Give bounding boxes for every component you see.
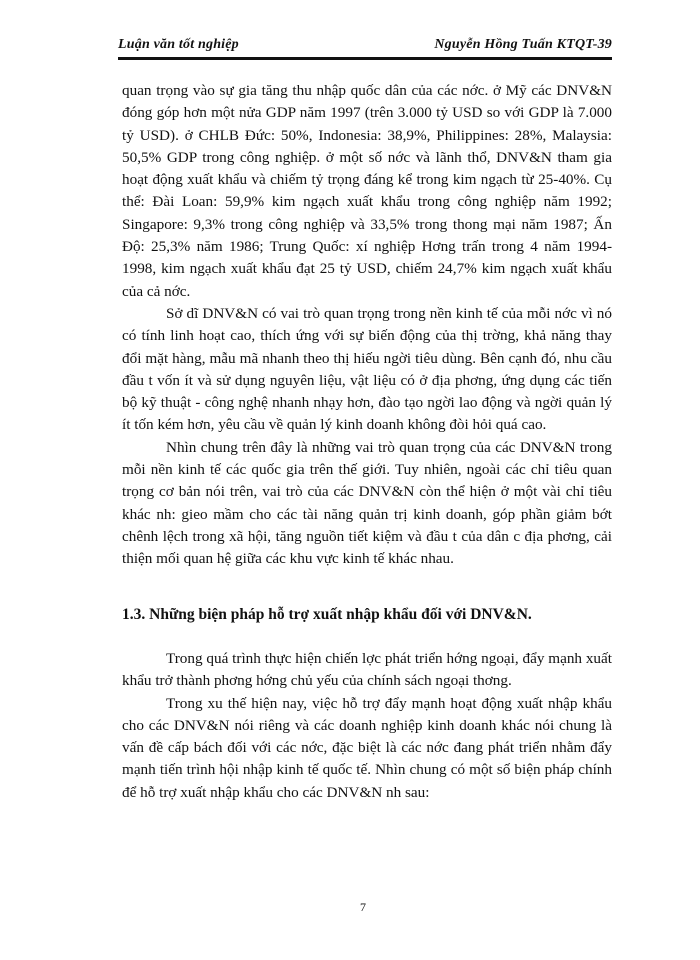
- paragraph-flexibility: Sở dĩ DNV&N có vai trò quan trọng trong nền kinh tế của mỗi nớc vì nó có tính linh hoạt cao, thích ứng với sự biến động của thị trờng, khả năng thay đổi mặt hàng, mẫu mã nhanh theo thị hiếu ngời tiêu dùng. Bên cạnh đó, nhu cầu đầu t vốn ít và sử dụng nguyên liệu, vật liệu có ở địa phơng, ứng dụng các tiến bộ kỹ thuật - công nghệ nhanh nhạy hơn, đào tạo ngời lao động và ngời quản lý ít tốn kém hơn, yêu cầu về quản lý kinh doanh không đòi hỏi quá cao.: [122, 304, 612, 434]
- header-rule: [118, 57, 612, 60]
- paragraph-support-measures: Trong xu thế hiện nay, việc hỗ trợ đẩy mạnh hoạt động xuất nhập khẩu cho các DNV&N nói riêng và các doanh nghiệp kinh doanh khác nói chung là vấn đề cấp bách đối với các nớc, đặc biệt là các nớc đang phát triển nhằm đẩy mạnh tiến trình hội nhập kinh tế quốc tế. Nhìn chung có một số biện pháp chính để hỗ trợ xuất nhập khẩu cho các DNV&N nh sau:: [122, 694, 612, 801]
- paragraph-export-strategy: Trong quá trình thực hiện chiến lợc phát triển hớng ngoại, đẩy mạnh xuất khẩu trở thành phơng hớng chủ yếu của chính sách ngoại thơng.: [122, 650, 612, 690]
- paragraph-overall-role: Nhìn chung trên đây là những vai trò quan trọng của các DNV&N trong mỗi nền kinh tế các quốc gia trên thế giới. Tuy nhiên, ngoài các chỉ tiêu quan trọng cơ bản nói trên, vai trò của các DNV&N còn thể hiện ở một vài chỉ tiêu khác nh: gieo mầm cho các tài năng quản trị kinh doanh, góp phần giảm bớt chênh lệch trong xã hội, tăng nguồn tiết kiệm và đầu t của dân c địa phơng, cải thiện mối quan hệ giữa các khu vực kinh tế khác nhau.: [122, 438, 612, 568]
- section-body-text: [122, 648, 612, 804]
- header-author: Nguyễn Hồng Tuấn KTQT-39: [434, 37, 612, 52]
- section-heading: 1.3. Những biện pháp hỗ trợ xuất nhập khẩu đối với DNV&N.: [122, 606, 532, 623]
- page-number: 7: [360, 900, 366, 914]
- paragraph-gdp-contribution: quan trọng vào sự gia tăng thu nhập quốc dân của các nớc. ở Mỹ các DNV&N đóng góp hơn một nửa GDP năm 1997 (trên 3.000 tỷ USD so với GDP là 7.000 tỷ USD). ở CHLB Đức: 50%, Indonesia: 38,9%, Philippines: 28%, Malaysia: 50,5% GDP trong công nghiệp. ở một số nớc và lãnh thổ, DNV&N tham gia hoạt động xuất khẩu và chiếm tỷ trọng đáng kể trong kim ngạch từ 25-40%. Cụ thể: Đài Loan: 59,9% kim ngạch xuất khẩu trong công nghiệp năm 1992; Singapore: 9,3% trong công nghiệp và 33,5% trong thong mại năm 1987; Ấn Độ: 25,3% năm 1986; Trung Quốc: xí nghiệp Hơng trấn trong 4 năm 1994-1998, kim ngạch xuất khẩu đạt 25 tỷ USD, chiếm 24,7% kim ngạch xuất khẩu của cả nớc.: [122, 82, 612, 300]
- running-header: [118, 37, 612, 59]
- body-text: [122, 80, 612, 571]
- header-thesis-title: Luận văn tốt nghiệp: [118, 37, 239, 52]
